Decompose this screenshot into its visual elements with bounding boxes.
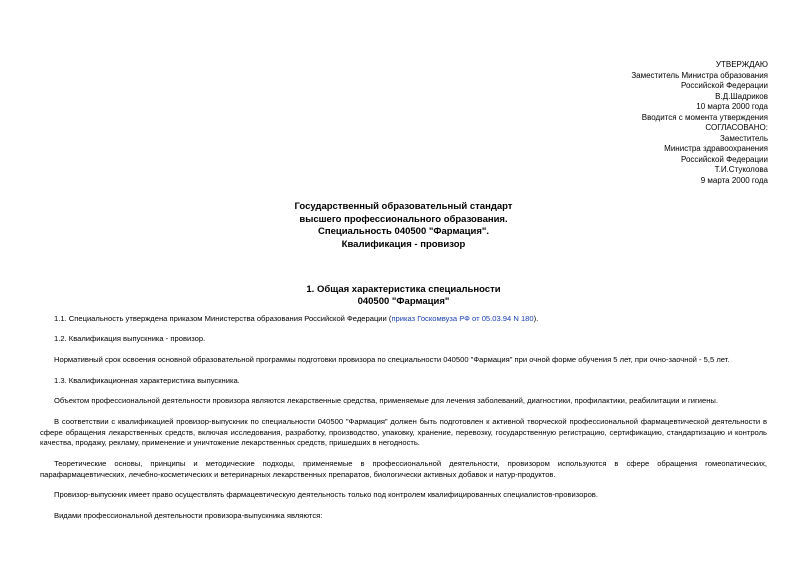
approval-line: В.Д.Шадриков xyxy=(715,91,768,101)
paragraph-text: 1.1. Специальность утверждена приказом Министерства образования Российской Федерации ( xyxy=(54,314,392,323)
section-heading-line: 040500 "Фармация" xyxy=(357,296,450,307)
approval-line: Министра здравоохранения xyxy=(664,144,768,153)
paragraph-study-term: Нормативный срок освоения основной образовательной программы подготовки провизора по специальности 040500 "Фармация" при очной форме обучения 5 лет, при очно-заочной - 5,5 лет. xyxy=(54,355,730,364)
approval-line: Российской Федерации xyxy=(681,154,768,164)
title-line: Квалификация - провизор xyxy=(341,238,466,250)
approval-line: Российской Федерации xyxy=(681,81,768,90)
document-title xyxy=(0,201,807,251)
order-link[interactable]: приказ Госкомвуза РФ от 05.03.94 N 180 xyxy=(391,314,534,323)
section-heading-line: 1. Общая характеристика специальности xyxy=(306,284,501,295)
approval-line: Т.И.Стуколова xyxy=(714,165,768,174)
approval-block xyxy=(631,60,768,186)
approval-line: Заместитель xyxy=(720,133,768,143)
approval-line: УТВЕРЖДАЮ xyxy=(715,60,768,69)
paragraph-rights: Провизор-выпускник имеет право осуществлять фармацевтическую деятельность только под контролем квалифицированных специалистов-провизоров. xyxy=(54,490,598,499)
paragraph-1-2: 1.2. Квалификация выпускника - провизор. xyxy=(54,334,206,343)
title-line: Специальность 040500 "Фармация". xyxy=(317,226,490,237)
paragraph-qualification: В соответствии с квалификацией провизор-выпускник по специальности 040500 "Фармация" должен быть подготовлен к активной творческой профессиональной фармацевтической деятельности в сфере обращения лекарственных средств, включая исследования, разработку, производство, упаковку, хранение, перевозку, государственную регистрацию, сертификацию, стандартизацию и контроль качества, продажу, рекламу, применение и уничтожение лекарственных средств, пришедших в негодность. xyxy=(40,417,767,447)
paragraph-activities: Видами профессиональной деятельности провизора-выпускника являются: xyxy=(54,511,323,520)
title-line: высшего профессионального образования. xyxy=(299,213,508,225)
approval-line: Вводится с момента утверждения xyxy=(641,112,768,122)
approval-line: СОГЛАСОВАНО: xyxy=(705,123,768,132)
section-heading xyxy=(0,284,807,308)
paragraph-1-3: 1.3. Квалификационная характеристика выпускника. xyxy=(54,376,240,385)
approval-line: 9 марта 2000 года xyxy=(700,175,768,185)
paragraph-1-1 xyxy=(40,314,767,325)
paragraph-object: Объектом профессиональной деятельности провизора являются лекарственные средства, применяемые для лечения заболеваний, диагностики, профилактики, реабилитации и гигиены. xyxy=(54,396,718,405)
paragraph-text: ). xyxy=(533,314,539,323)
title-line: Государственный образовательный стандарт xyxy=(294,201,513,212)
approval-line: 10 марта 2000 года xyxy=(696,102,768,111)
paragraph-theory: Теоретические основы, принципы и методические подходы, применяемые в профессиональной деятельности, провизором используются в сфере обращения гомеопатических, парафармацевтических, лечебно-косметических и ветеринарных лекарственных препаратов, биологически активных добавок и натур-продуктов. xyxy=(40,459,767,479)
approval-line: Заместитель Министра образования xyxy=(631,70,768,80)
